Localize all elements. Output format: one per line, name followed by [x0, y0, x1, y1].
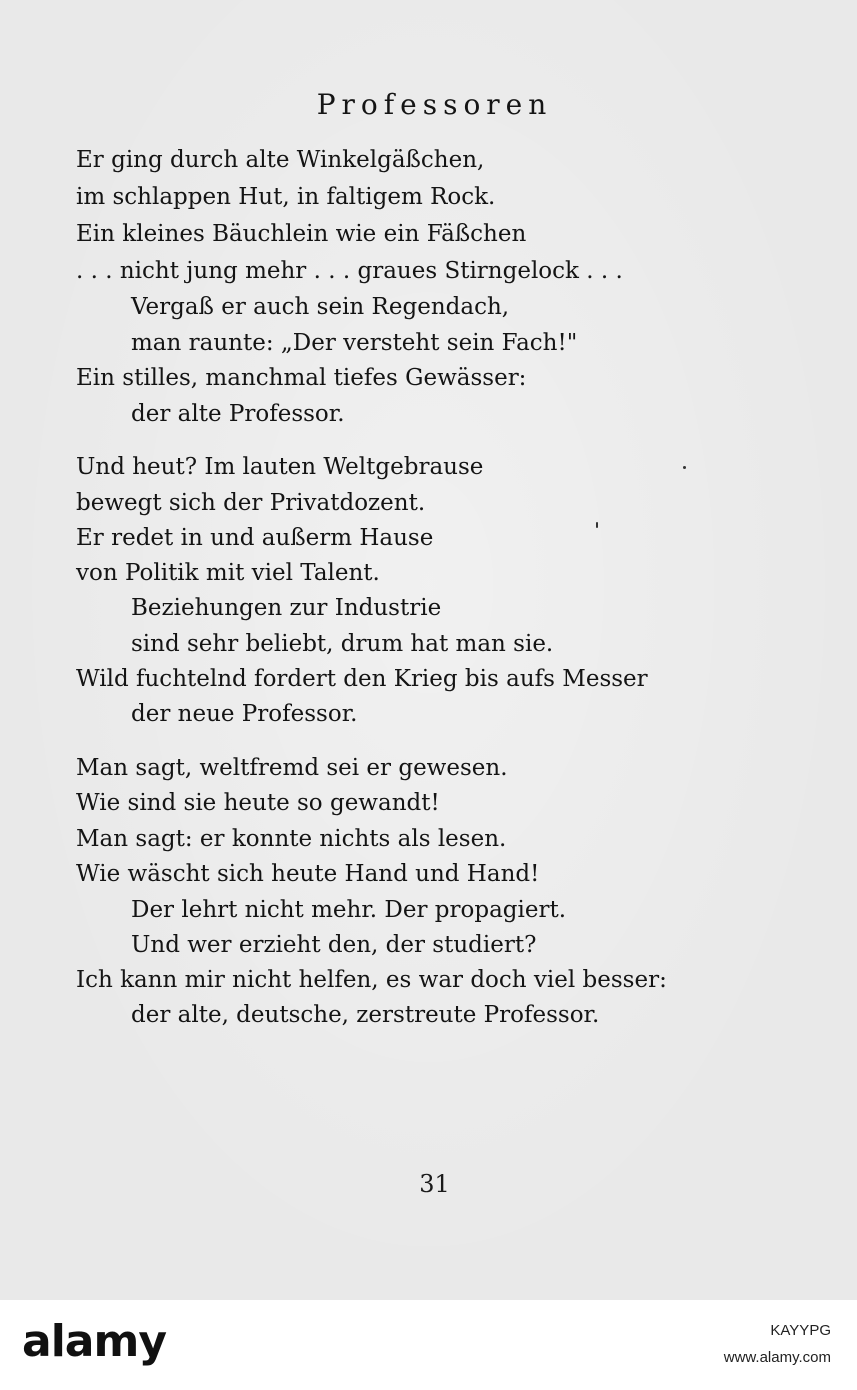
poem-line: Man sagt, weltfremd sei er gewesen. — [76, 755, 508, 781]
poem-line: bewegt sich der Privatdozent. — [76, 490, 426, 516]
poem-line: Ich kann mir nicht helfen, es war doch viel besser: — [76, 967, 667, 993]
poem-line: sind sehr beliebt, drum hat man sie. — [131, 631, 554, 657]
poem-line: Ein kleines Bäuchlein wie ein Fäßchen — [76, 221, 527, 247]
alamy-logo: alamy — [22, 1316, 166, 1367]
watermark-url: www.alamy.com — [723, 1349, 831, 1366]
poem-line: Man sagt: er konnte nichts als lesen. — [76, 826, 507, 852]
poem-line: Ein stilles, manchmal tiefes Gewässer: — [76, 365, 527, 391]
poem-line: man raunte: „Der versteht sein Fach!" — [131, 330, 578, 356]
poem-line: der neue Professor. — [131, 701, 358, 727]
poem-line: Er redet in und außerm Hause — [76, 525, 434, 551]
poem-line: Und heut? Im lauten Weltgebrause — [76, 454, 484, 480]
image-id: KAYYPG — [770, 1322, 831, 1339]
poem-line: der alte Professor. — [131, 401, 345, 427]
poem-line: der alte, deutsche, zerstreute Professor. — [131, 1002, 600, 1028]
poem-line: im schlappen Hut, in faltigem Rock. — [76, 184, 496, 210]
ink-speck — [683, 466, 686, 469]
page-number: 31 — [419, 1170, 450, 1198]
poem-line: Vergaß er auch sein Regendach, — [131, 294, 510, 320]
poem-line: Beziehungen zur Industrie — [131, 595, 442, 621]
poem-line: von Politik mit viel Talent. — [76, 560, 380, 586]
poem-line: Und wer erzieht den, der studiert? — [131, 932, 537, 958]
poem-line: Er ging durch alte Winkelgäßchen, — [76, 147, 485, 173]
poem-title: Professoren — [316, 88, 553, 121]
poem-line: Wie sind sie heute so gewandt! — [76, 790, 440, 816]
ink-speck — [596, 522, 598, 528]
poem-line: Wild fuchtelnd fordert den Krieg bis aufs Messer — [76, 666, 648, 692]
poem-line: . . . nicht jung mehr . . . graues Stirngelock . . . — [76, 258, 623, 284]
poem-line: Wie wäscht sich heute Hand und Hand! — [76, 861, 540, 887]
poem-line: Der lehrt nicht mehr. Der propagiert. — [131, 897, 567, 923]
